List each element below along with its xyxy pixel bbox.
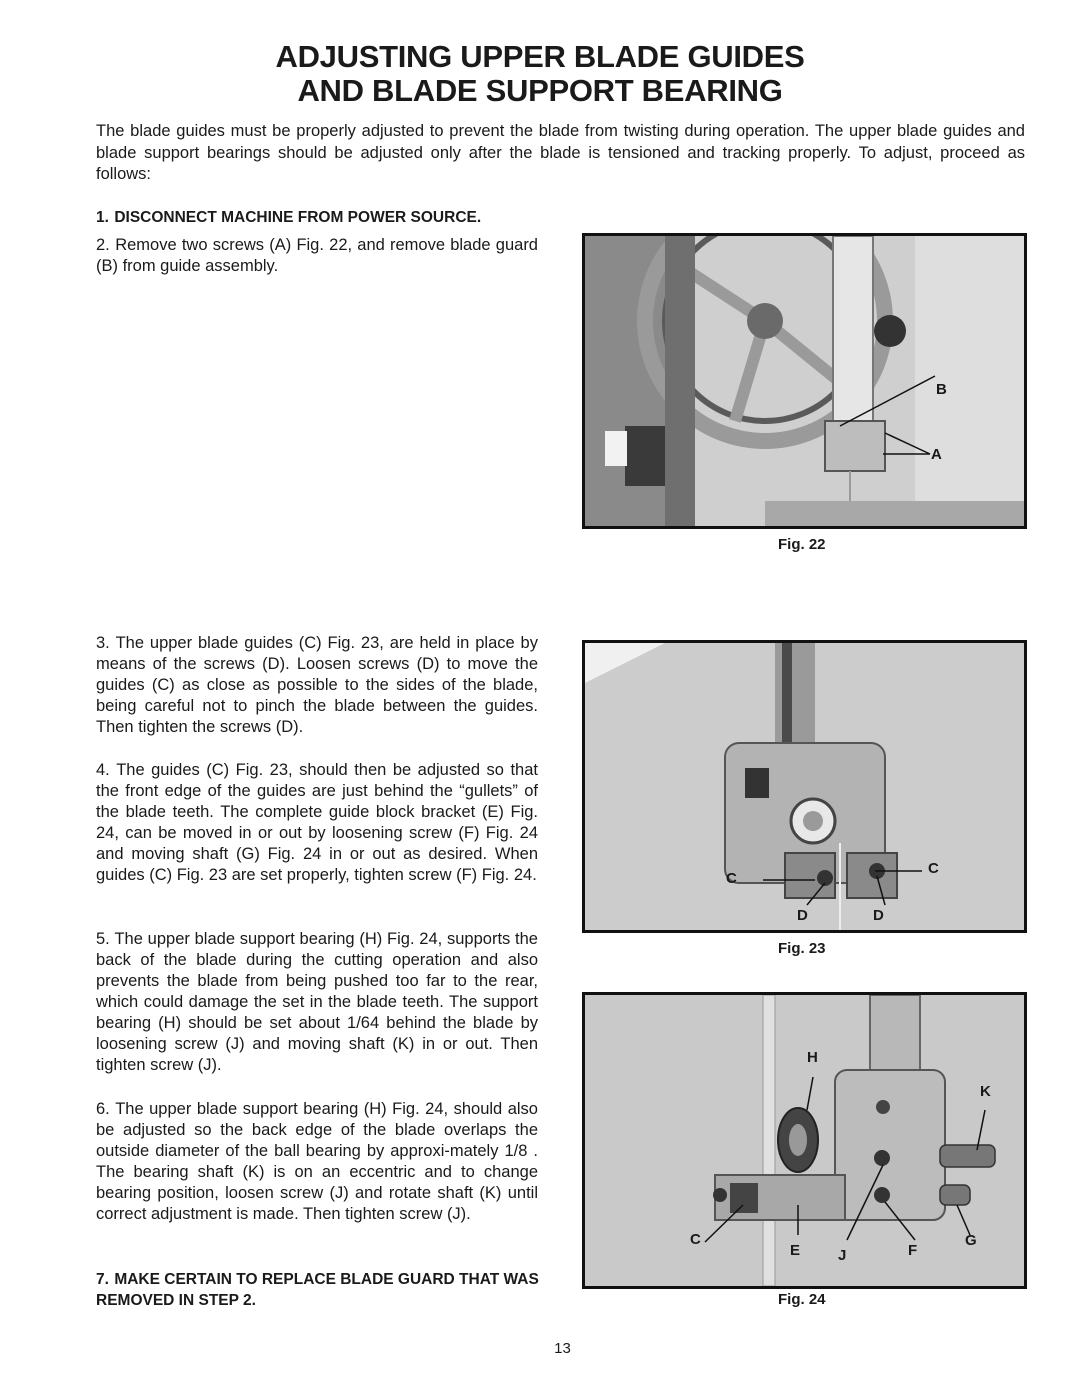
fig-24-photo (582, 992, 1027, 1289)
fig-24-label-f: F (908, 1242, 918, 1259)
fig-24-label-j: J (838, 1247, 847, 1264)
step-2-text: Remove two screws (A) Fig. 22, and remove blade guard (B) from guide assembly. (96, 236, 538, 275)
fig-23-caption: Fig. 23 (778, 940, 826, 957)
step-7 (96, 1269, 546, 1311)
page-title (0, 40, 1080, 108)
step-1-text: DISCONNECT MACHINE FROM POWER SOURCE. (114, 209, 482, 226)
step-4-text: The guides (C) Fig. 23, should then be adjusted so that the front edge of the guides are just behind the “gullets” of the blade teeth. The complete guide block bracket (E) Fig. 24, can be moved in or out by loosening screw (F) Fig. 24 and moving shaft (G) Fig. 24 in or out as desired. When guides (C) Fig. 23 are set properly, tighten screw (F) Fig. 24. (96, 761, 538, 884)
fig-23-photo (582, 640, 1027, 933)
fig-22-photo (582, 233, 1027, 529)
page-number: 13 (554, 1340, 571, 1357)
step-6-text: The upper blade support bearing (H) Fig. 24, should also be adjusted so the back edge of the blade overlaps the outside diameter of the ball bearing by approxi-mately 1/8 . The bearing shaft (K) is on an eccentric and to change bearing position, loosen screw (J) and rotate shaft (K) until correct adjustment is made. Then tighten screw (J). (96, 1100, 538, 1223)
fig-23-label-c-right: C (928, 860, 939, 877)
fig-22-label-b: B (936, 381, 947, 398)
fig-22-caption: Fig. 22 (778, 536, 826, 553)
fig-24-label-e: E (790, 1242, 801, 1259)
fig-24-label-k: K (980, 1083, 991, 1100)
fig-23-label-d-right: D (873, 907, 884, 924)
intro-paragraph: The blade guides must be properly adjusted to prevent the blade from twisting during operation. The upper blade guides and blade support bearings should be adjusted only after the blade is tensioned and tracking properly. To adjust, proceed as follows: (96, 122, 1025, 183)
step-5-text: The upper blade support bearing (H) Fig. 24, supports the back of the blade during the cutting operation and also prevents the blade from being pushed too far to the rear, which could damage the set in the blade teeth. The support bearing (H) should be set about 1/64 behind the blade by loosening screw (J) and moving shaft (K) in or out. Then tighten screw (J). (96, 930, 538, 1074)
fig-24-illustration (585, 995, 1024, 1286)
step-7-text: MAKE CERTAIN TO REPLACE BLADE GUARD THAT WAS REMOVED IN STEP 2. (96, 1271, 539, 1309)
step-1-number: 1. (96, 209, 109, 226)
step-3-text: The upper blade guides (C) Fig. 23, are held in place by means of the screws (D). Loosen screws (D) to move the guides (C) as close as possible to the sides of the blade, being careful not to pinch the blade between the guides. Then tighten the screws (D). (96, 634, 538, 736)
step-2 (96, 235, 538, 277)
step-6-number: 6. (96, 1100, 110, 1118)
fig-23-illustration (585, 643, 1024, 930)
page-title-line-2: AND BLADE SUPPORT BEARING (297, 73, 783, 108)
step-2-number: 2. (96, 236, 110, 254)
fig-22-label-a: A (931, 446, 942, 463)
fig-24-label-g: G (965, 1232, 977, 1249)
page-title-line-1: ADJUSTING UPPER BLADE GUIDES (275, 39, 805, 74)
step-3 (96, 633, 538, 738)
step-7-number: 7. (96, 1271, 109, 1288)
fig-23-label-d-left: D (797, 907, 808, 924)
fig-22-illustration (585, 236, 1024, 526)
step-4 (96, 760, 538, 886)
step-5 (96, 929, 538, 1076)
fig-24-caption: Fig. 24 (778, 1291, 826, 1308)
fig-24-label-c: C (690, 1231, 701, 1248)
fig-23-label-c-left: C (726, 870, 737, 887)
step-1 (96, 207, 566, 228)
step-3-number: 3. (96, 634, 110, 652)
fig-24-label-h: H (807, 1049, 818, 1066)
step-6 (96, 1099, 538, 1225)
step-4-number: 4. (96, 761, 110, 779)
step-5-number: 5. (96, 930, 110, 948)
